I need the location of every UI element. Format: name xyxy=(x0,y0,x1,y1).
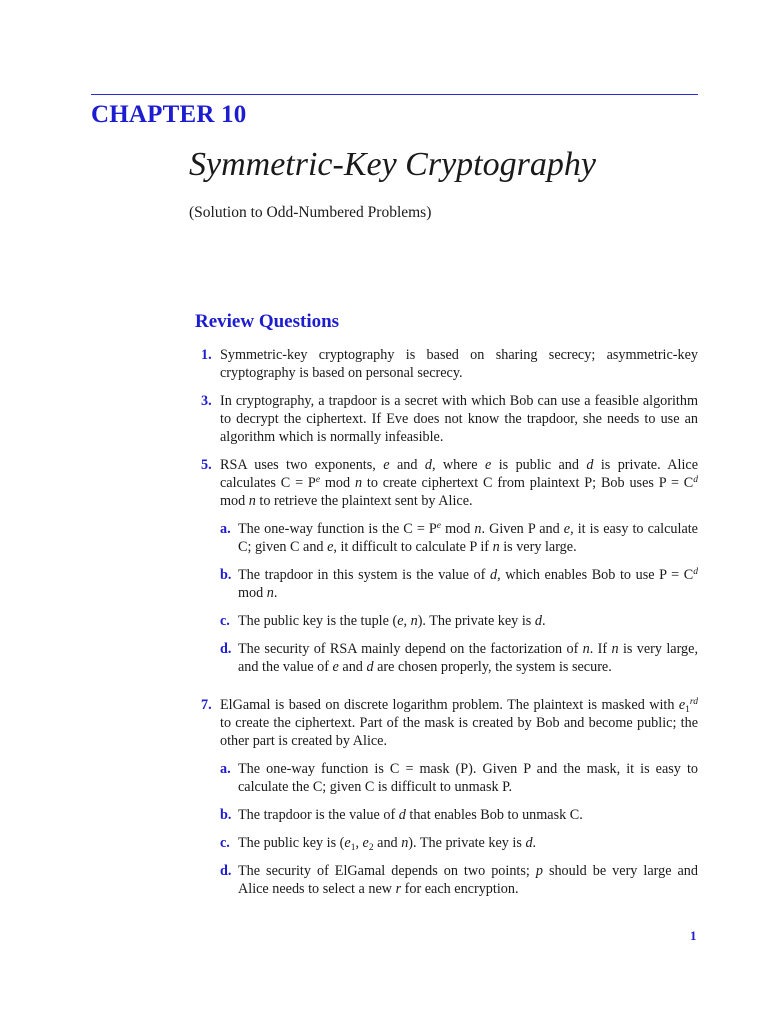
sub-letter: a. xyxy=(220,521,231,537)
question-text: ElGamal is based on discrete logarithm problem. The plaintext is masked with $e_1^{rd}$ to create the ciphertext. Part of the mask is created by Bob and become public; the other part is created by Alice. xyxy=(220,697,698,749)
question-5 xyxy=(201,456,698,686)
sub-letter: c. xyxy=(220,835,230,851)
sub-letter: d. xyxy=(220,641,232,657)
header-rule xyxy=(91,94,698,95)
question-number: 5. xyxy=(201,457,212,473)
question-text: In cryptography, a trapdoor is a secret with which Bob can use a feasible algorithm to decrypt the ciphertext. If Eve does not know the trapdoor, she needs to use an algorithm which is normally infeasible. xyxy=(220,393,698,445)
sub-text: The security of RSA mainly depend on the factorization of n. If n is very large, and the value of e and d are chosen properly, the system is secure. xyxy=(238,641,698,675)
question-number: 3. xyxy=(201,393,212,409)
chapter-title: Symmetric-Key Cryptography xyxy=(189,146,596,183)
sub-letter: b. xyxy=(220,567,232,583)
sub-text: The security of ElGamal depends on two points; p should be very large and Alice needs to select a new r for each encryption. xyxy=(238,863,698,897)
question-3 xyxy=(201,392,698,446)
questions-list xyxy=(201,346,698,918)
question-number: 7. xyxy=(201,697,212,713)
sub-text: The one-way function is the $C = P^e$ mod n. Given P and e, it is easy to calculate C; given C and e, it difficult to calculate P if n is very large. xyxy=(238,521,698,555)
sub-letter: d. xyxy=(220,863,232,879)
page-number: 1 xyxy=(690,928,697,943)
section-heading: Review Questions xyxy=(195,311,340,332)
question-text: RSA uses two exponents, e and d, where e is public and d is private. Alice calculates $C = P^e$ mod n to create ciphertext C from plaintext P; Bob uses $P = C^d$ mod n to retrieve the plaintext sent by Alice. xyxy=(220,457,698,509)
sub-item xyxy=(220,640,698,676)
sub-letter: b. xyxy=(220,807,232,823)
question-7 xyxy=(201,696,698,908)
sub-item xyxy=(220,806,698,824)
sub-item xyxy=(220,760,698,796)
sub-item xyxy=(220,520,698,556)
sub-text: The one-way function is C = mask (P). Given P and the mask, it is easy to calculate the C; given C is difficult to unmask P. xyxy=(238,761,698,795)
sub-item xyxy=(220,566,698,602)
sub-item xyxy=(220,612,698,630)
chapter-label: CHAPTER 10 xyxy=(91,101,247,128)
question-1 xyxy=(201,346,698,382)
sub-letter: c. xyxy=(220,613,230,629)
question-number: 1. xyxy=(201,347,212,363)
chapter-subtitle: (Solution to Odd-Numbered Problems) xyxy=(189,204,432,221)
question-text: Symmetric-key cryptography is based on sharing secrecy; asymmetric-key cryptography is based on personal secrecy. xyxy=(220,347,698,381)
sub-text: The trapdoor in this system is the value of d, which enables Bob to use $P = C^d$ mod n. xyxy=(238,567,699,601)
sub-text: The public key is ($e_1$, $e_2$ and n). The private key is d. xyxy=(238,835,537,853)
sub-letter: a. xyxy=(220,761,231,777)
sub-item xyxy=(220,834,698,852)
sub-text: The public key is the tuple (e, n). The private key is d. xyxy=(238,613,546,629)
sub-item xyxy=(220,862,698,898)
sub-text: The trapdoor is the value of d that enables Bob to unmask C. xyxy=(238,807,583,823)
